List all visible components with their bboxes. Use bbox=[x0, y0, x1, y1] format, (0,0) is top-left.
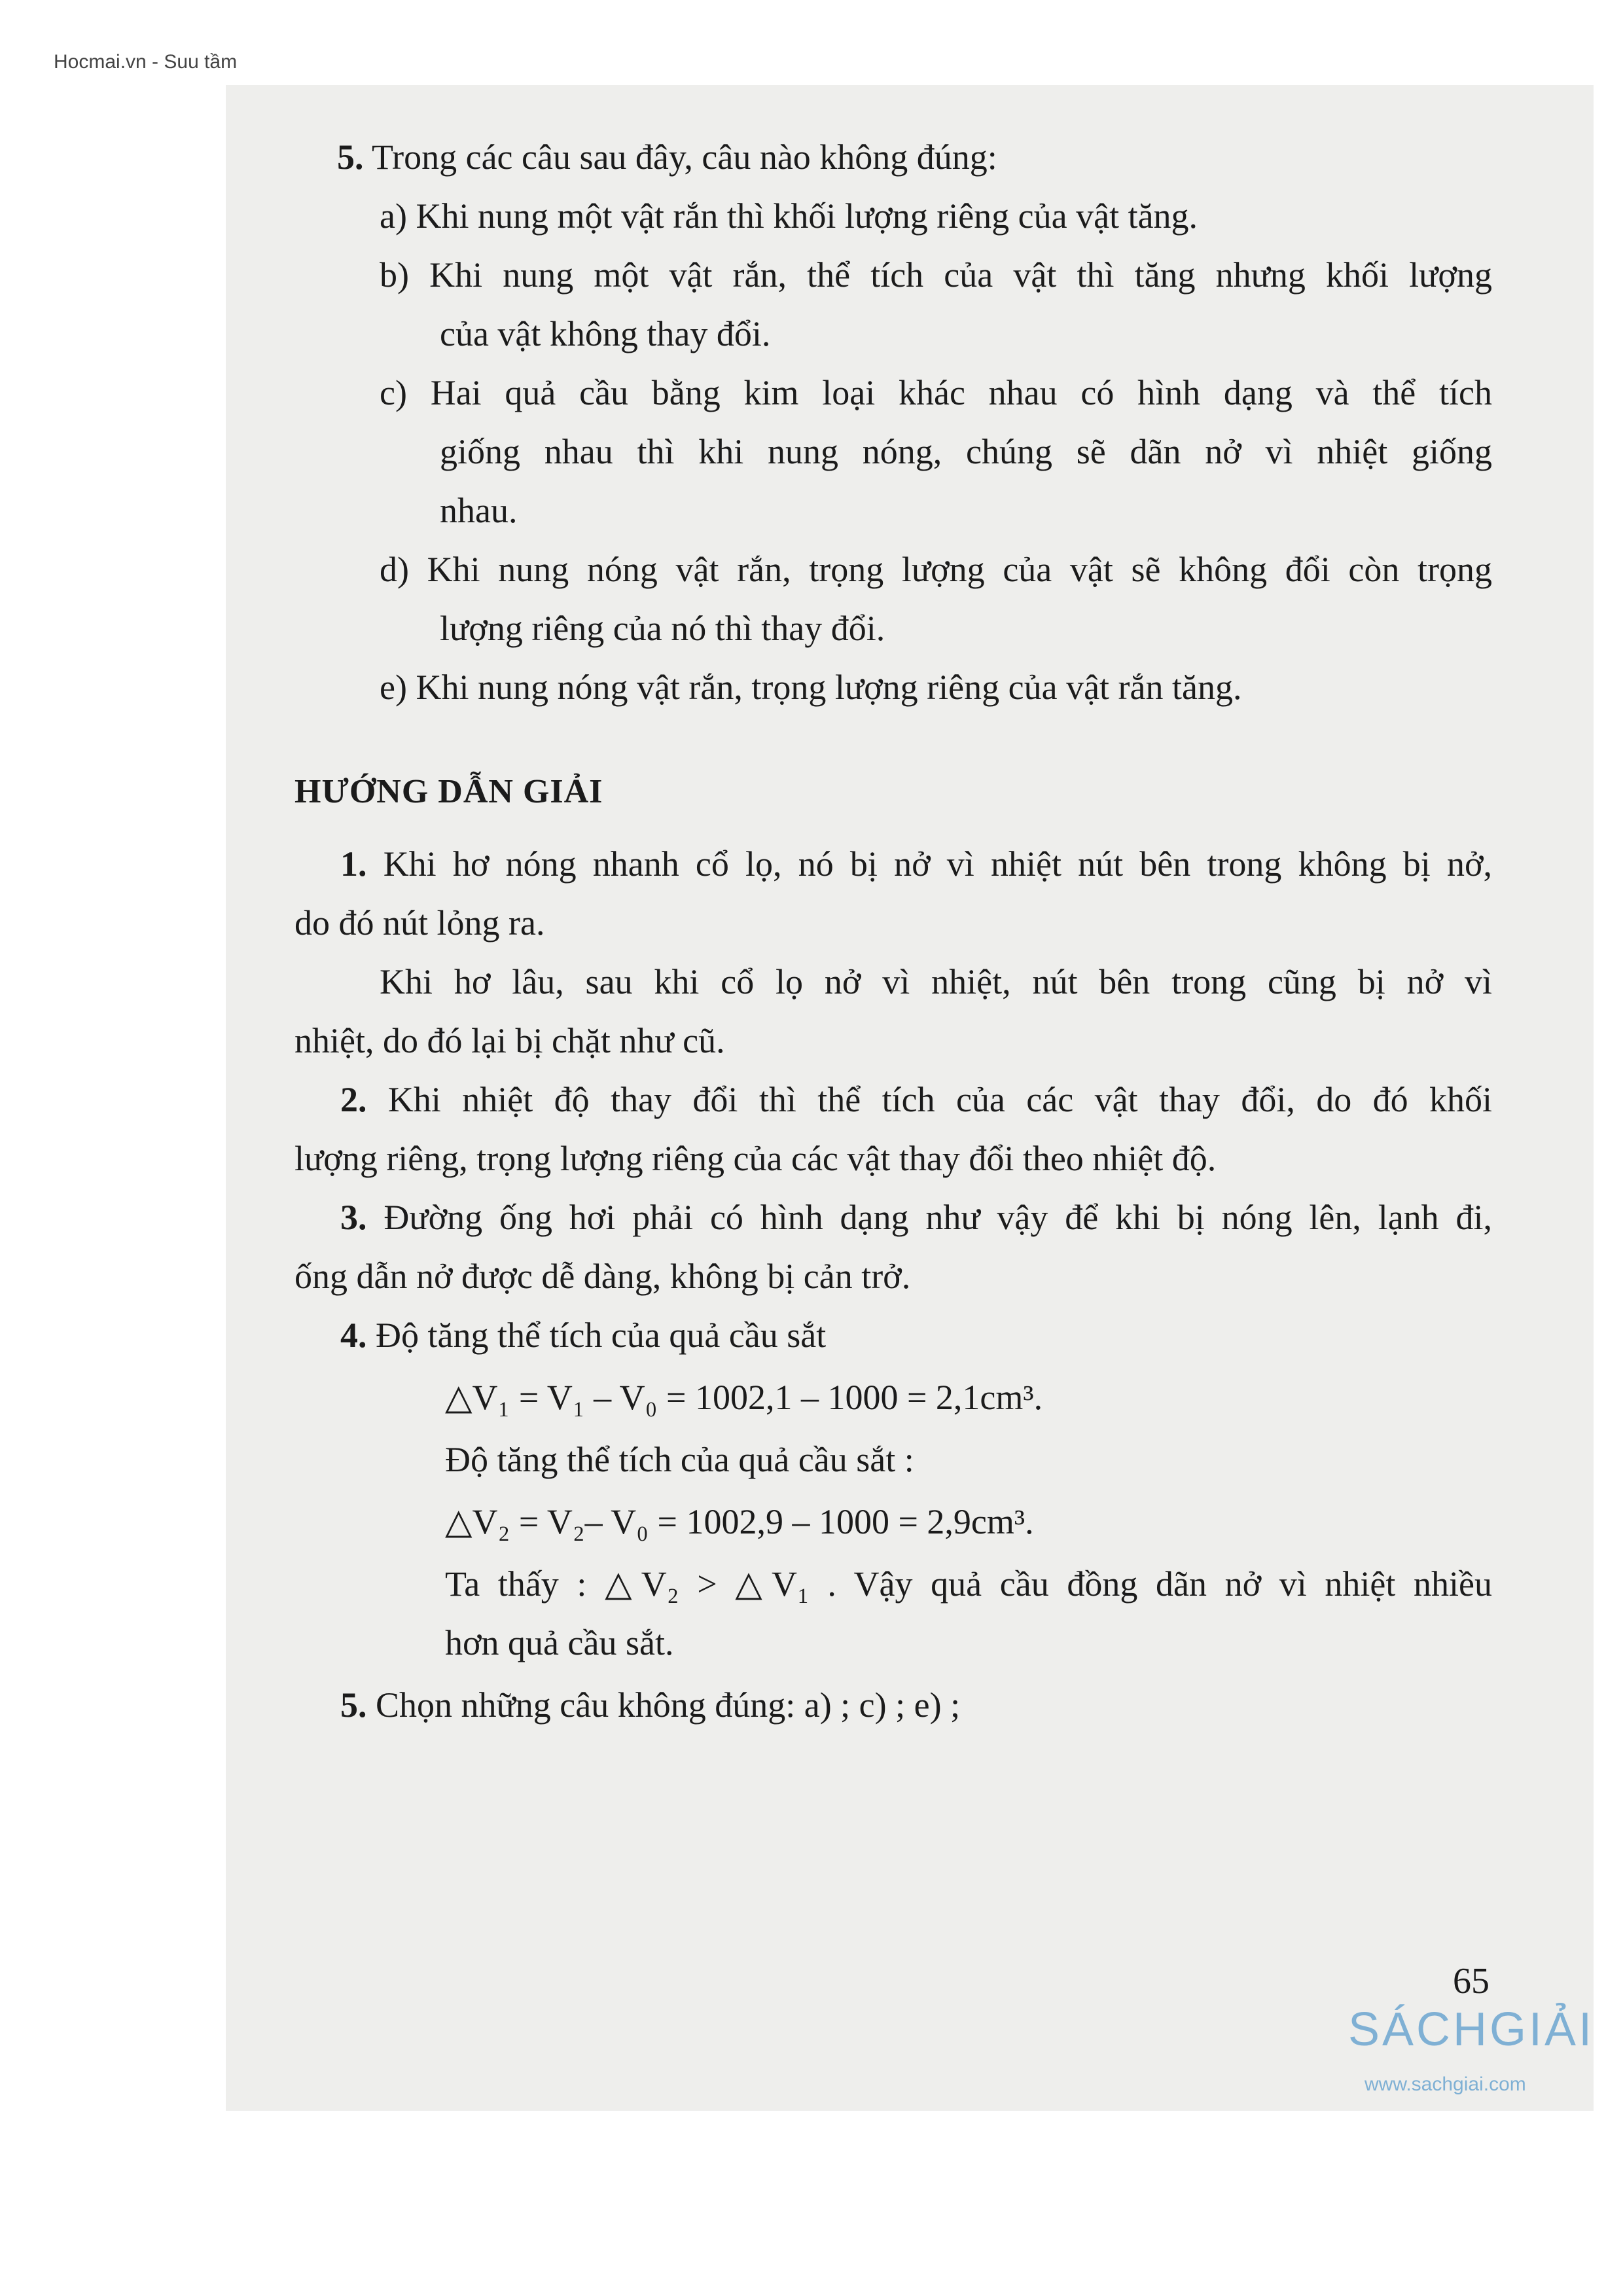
solution4-number: 4. bbox=[340, 1316, 367, 1355]
solution1-line4: nhiệt, do đó lại bị chặt như cũ. bbox=[294, 1021, 725, 1060]
solution5-text: Chọn những câu không đúng: a) ; c) ; e) ; bbox=[376, 1685, 961, 1725]
solution4-equation2: △V₂ = V₂– V₀ = 1002,9 – 1000 = 2,9cm³. bbox=[445, 1502, 1034, 1541]
solution5-number: 5. bbox=[340, 1685, 367, 1725]
solution5-line1 bbox=[340, 1676, 960, 1734]
question5-option-d-line2: lượng riêng của nó thì thay đổi. bbox=[440, 609, 885, 648]
question5-option-b-line2: của vật không thay đổi. bbox=[440, 314, 771, 353]
solution4-line1 bbox=[340, 1306, 826, 1365]
sachgiai-url: www.sachgiai.com bbox=[1364, 2073, 1526, 2095]
solution3-line1 bbox=[340, 1188, 1492, 1247]
solution4-line2: Độ tăng thể tích của quả cầu sắt : bbox=[445, 1440, 914, 1479]
solution4-line4: hơn quả cầu sắt. bbox=[445, 1623, 674, 1662]
sachgiai-logo: SÁCHGIẢI bbox=[1348, 2003, 1595, 2056]
solution1-line2: do đó nút lỏng ra. bbox=[294, 903, 545, 942]
solution1-line3: Khi hơ lâu, sau khi cổ lọ nở vì nhiệt, nút bên trong cũng bị nở vì bbox=[380, 962, 1492, 1001]
solution4-equation1: △V₁ = V₁ – V₀ = 1002,1 – 1000 = 2,1cm³. bbox=[445, 1378, 1043, 1417]
solution2-number: 2. bbox=[340, 1080, 367, 1119]
question5-option-b-line1: b) Khi nung một vật rắn, thể tích của vật thì tăng nhưng khối lượng bbox=[380, 255, 1492, 295]
question5-option-a: a) Khi nung một vật rắn thì khối lượng riêng của vật tăng. bbox=[380, 196, 1198, 236]
question5-option-e: e) Khi nung nóng vật rắn, trọng lượng riêng của vật rắn tăng. bbox=[380, 668, 1242, 707]
solution4-line3: Ta thấy : △V₂ > △V₁ . Vậy quả cầu đồng dãn nở vì nhiệt nhiều bbox=[445, 1564, 1492, 1604]
solution2-line2: lượng riêng, trọng lượng riêng của các vật thay đổi theo nhiệt độ. bbox=[294, 1139, 1217, 1178]
solution3-text: Đường ống hơi phải có hình dạng như vậy để khi bị nóng lên, lạnh đi, bbox=[383, 1198, 1493, 1237]
question5-text: Trong các câu sau đây, câu nào không đúng: bbox=[372, 137, 997, 177]
solution2-text: Khi nhiệt độ thay đổi thì thể tích của các vật thay đổi, do đó khối bbox=[387, 1080, 1493, 1119]
solution-heading: HƯỚNG DẪN GIẢI bbox=[294, 773, 603, 810]
question5-number: 5. bbox=[337, 137, 364, 177]
page-number: 65 bbox=[1453, 1961, 1489, 2001]
question5-option-c-line3: nhau. bbox=[440, 491, 518, 530]
question5-option-c-line1: c) Hai quả cầu bằng kim loại khác nhau có hình dạng và thể tích bbox=[380, 373, 1492, 412]
solution1-text: Khi hơ nóng nhanh cổ lọ, nó bị nở vì nhiệt nút bên trong không bị nở, bbox=[383, 844, 1493, 884]
question5-option-c-line2: giống nhau thì khi nung nóng, chúng sẽ dãn nở vì nhiệt giống bbox=[440, 432, 1492, 471]
solution3-line2: ống dẫn nở được dễ dàng, không bị cản trở. bbox=[294, 1257, 911, 1296]
solution3-number: 3. bbox=[340, 1198, 367, 1237]
solution4-text: Độ tăng thể tích của quả cầu sắt bbox=[376, 1316, 827, 1355]
solution1-number: 1. bbox=[340, 844, 367, 884]
source-watermark: Hocmai.vn - Suu tầm bbox=[54, 51, 238, 73]
question5-title bbox=[337, 128, 997, 187]
solution2-line1 bbox=[340, 1070, 1492, 1129]
question5-option-d-line1: d) Khi nung nóng vật rắn, trọng lượng của vật sẽ không đổi còn trọng bbox=[380, 550, 1492, 589]
solution1-line1 bbox=[340, 834, 1492, 893]
